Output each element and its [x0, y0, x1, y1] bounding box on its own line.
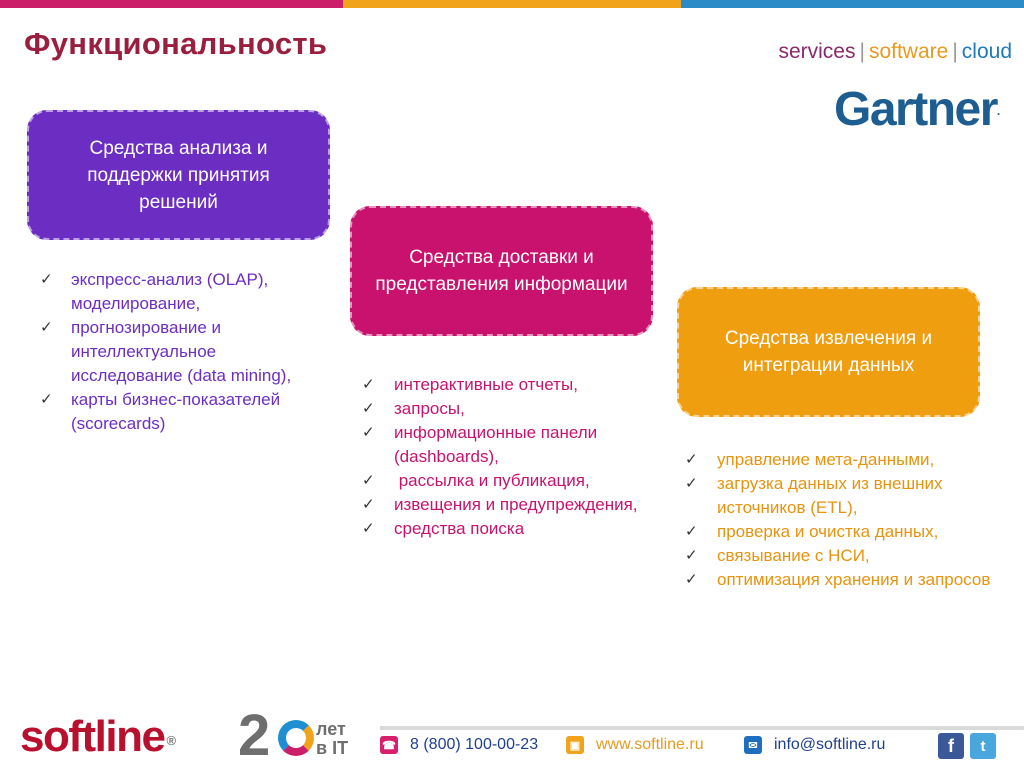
website-link[interactable]: www.softline.ru — [596, 736, 704, 753]
list-item — [685, 568, 995, 592]
email-link[interactable]: info@softline.ru — [774, 736, 886, 753]
checkmark-icon: ✓ — [362, 424, 375, 441]
category-box-label: Средства извлечения и интеграции данных — [724, 328, 933, 376]
years-caption-line1: лет — [316, 719, 346, 739]
phone-icon: ☎ — [380, 736, 398, 754]
footer-phone — [380, 736, 538, 754]
list-item-text: карты бизнес-показателей (scorecards) — [71, 390, 281, 433]
footer-divider — [380, 726, 1024, 730]
list-item — [685, 472, 995, 520]
gartner-logo-text: Gartner — [834, 83, 997, 136]
checkmark-icon: ✓ — [40, 271, 53, 288]
checkmark-icon: ✓ — [685, 451, 698, 468]
footer-email[interactable] — [744, 736, 885, 754]
checkmark-icon: ✓ — [362, 520, 375, 537]
feature-list-delivery — [362, 373, 652, 541]
slide-title: Функциональность — [24, 26, 328, 61]
checkmark-icon: ✓ — [685, 523, 698, 540]
category-box-analysis — [27, 110, 330, 240]
top-bar-orange-segment — [343, 0, 681, 8]
list-item — [685, 520, 995, 544]
gartner-logo-dot: . — [996, 104, 1001, 118]
list-item-text: экспресс-анализ (OLAP), моделирование, — [71, 270, 269, 313]
category-box-label: Средства доставки и представления информации — [375, 247, 628, 295]
category-box-label: Средства анализа и поддержки принятия решений — [87, 137, 270, 213]
feature-list-analysis — [40, 268, 330, 436]
list-item-text: загрузка данных из внешних источников (ETL), — [717, 474, 943, 517]
list-item — [40, 316, 330, 388]
softline-logo — [20, 712, 176, 762]
list-item — [362, 493, 652, 517]
tagline — [778, 40, 1012, 64]
monitor-icon: ▣ — [566, 736, 584, 754]
softline-logo-text: softline — [20, 712, 165, 761]
tagline-cloud: cloud — [961, 40, 1012, 63]
checkmark-icon: ✓ — [685, 475, 698, 492]
top-bar-pink-segment — [0, 0, 343, 8]
category-box-integration — [677, 287, 980, 417]
tagline-separator: | — [859, 40, 865, 63]
years-number: 2 — [238, 703, 267, 768]
checkmark-icon: ✓ — [685, 571, 698, 588]
list-item — [685, 448, 995, 472]
list-item-text: прогнозирование и интеллектуальное исследование (data mining), — [71, 318, 292, 385]
tagline-services: services — [778, 40, 856, 63]
checkmark-icon: ✓ — [362, 400, 375, 417]
top-bar-blue-segment — [681, 0, 1024, 8]
twenty-years-badge — [238, 703, 353, 768]
phone-number: 8 (800) 100-00-23 — [410, 736, 539, 753]
footer-website[interactable] — [566, 736, 704, 754]
list-item-text: управление мета-данными, — [717, 450, 935, 469]
gartner-logo — [834, 82, 1000, 137]
tagline-separator: | — [952, 40, 958, 63]
top-color-bar — [0, 0, 1024, 8]
list-item — [685, 544, 995, 568]
list-item — [362, 517, 652, 541]
checkmark-icon: ✓ — [40, 319, 53, 336]
list-item — [362, 469, 652, 493]
checkmark-icon: ✓ — [362, 376, 375, 393]
list-item — [362, 373, 652, 397]
list-item-text: интерактивные отчеты, — [394, 375, 578, 394]
twitter-icon[interactable]: t — [970, 733, 996, 759]
list-item — [40, 388, 330, 436]
tagline-software: software — [868, 40, 949, 63]
list-item-text: извещения и предупреждения, — [394, 495, 638, 514]
checkmark-icon: ✓ — [40, 391, 53, 408]
mail-icon: ✉ — [744, 736, 762, 754]
registered-mark: ® — [166, 733, 177, 748]
list-item — [362, 421, 652, 469]
checkmark-icon: ✓ — [685, 547, 698, 564]
list-item — [362, 397, 652, 421]
list-item-text: рассылка и публикация, — [394, 471, 590, 490]
checkmark-icon: ✓ — [362, 472, 375, 489]
zero-ring-icon — [278, 720, 314, 756]
list-item-text: связывание с НСИ, — [717, 546, 870, 565]
list-item-text: информационные панели (dashboards), — [394, 423, 598, 466]
checkmark-icon: ✓ — [362, 496, 375, 513]
list-item-text: оптимизация хранения и запросов — [717, 570, 991, 589]
feature-list-integration — [685, 448, 995, 592]
facebook-icon[interactable]: f — [938, 733, 964, 759]
years-caption-line2: в IT — [316, 738, 349, 758]
years-caption — [316, 720, 348, 758]
social-links — [938, 733, 996, 759]
list-item-text: средства поиска — [394, 519, 525, 538]
list-item-text: запросы, — [394, 399, 465, 418]
list-item-text: проверка и очистка данных, — [717, 522, 939, 541]
list-item — [40, 268, 330, 316]
category-box-delivery — [350, 206, 653, 336]
